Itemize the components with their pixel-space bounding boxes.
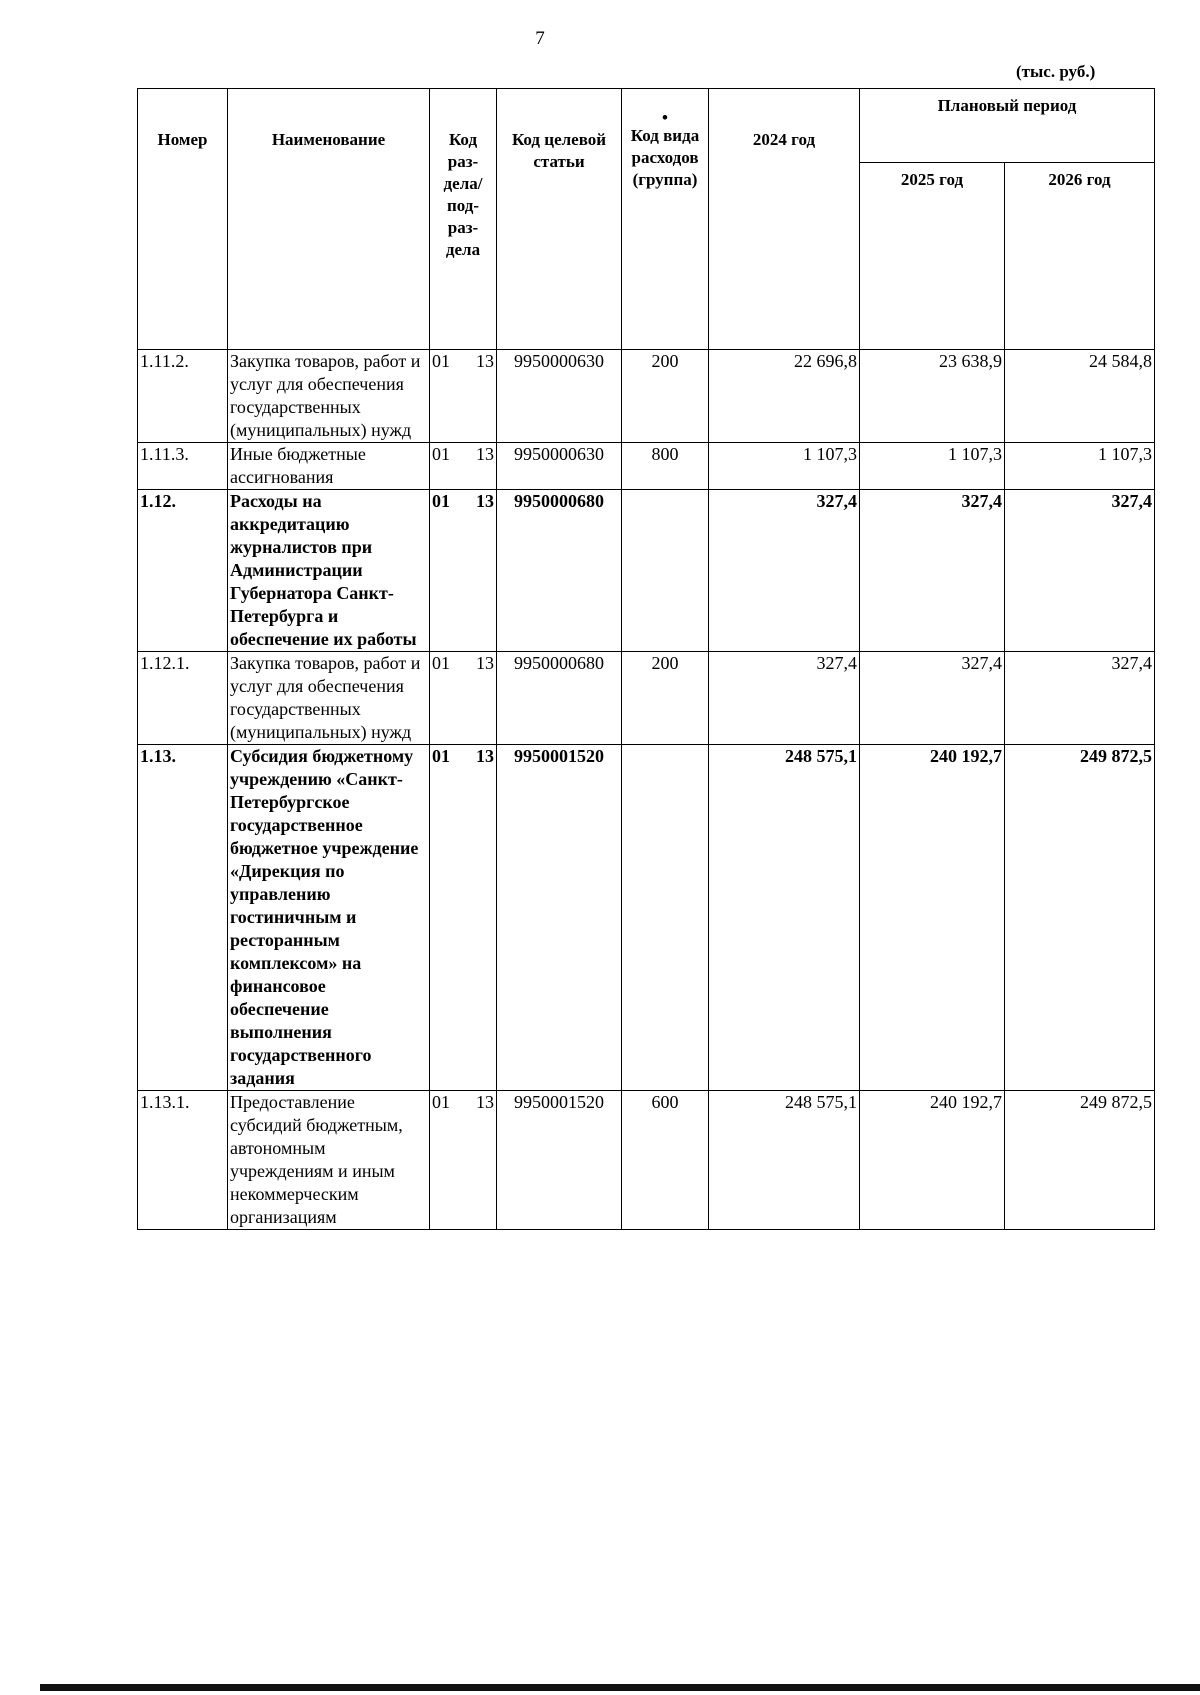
row-amount-2024: 1 107,3 [709,443,860,490]
row-section: 01 [432,444,450,464]
row-number: 1.11.2. [138,350,228,443]
table-row [138,443,1155,490]
row-subsection: 13 [476,1092,494,1112]
row-amount-2026: 327,4 [1005,490,1155,652]
row-target-code: 9950001520 [497,1091,622,1230]
col-header-kind-code [622,89,709,350]
row-section-code [430,350,497,443]
row-subsection: 13 [476,746,494,766]
row-target-code: 9950001520 [497,745,622,1091]
row-section: 01 [432,653,450,673]
row-amount-2024: 248 575,1 [709,1091,860,1230]
row-number: 1.11.3. [138,443,228,490]
table-row [138,350,1155,443]
row-target-code: 9950000680 [497,490,622,652]
row-name: Иные бюджетные ассигнования [228,443,430,490]
budget-table-body [138,350,1155,1230]
col-header-section-code: Код раз- дела/ под- раз- дела [430,89,497,350]
col-header-target-code: Код целевой статьи [497,89,622,350]
scan-edge-bar [40,1684,1200,1691]
row-target-code: 9950000680 [497,652,622,745]
row-section-code [430,652,497,745]
row-section-code [430,490,497,652]
row-amount-2025: 327,4 [860,652,1005,745]
row-amount-2026: 24 584,8 [1005,350,1155,443]
row-subsection: 13 [476,491,494,511]
row-subsection: 13 [476,444,494,464]
kind-mark: • [662,108,668,127]
row-amount-2025: 23 638,9 [860,350,1005,443]
row-amount-2025: 240 192,7 [860,1091,1005,1230]
row-section-code [430,745,497,1091]
row-amount-2025: 327,4 [860,490,1005,652]
row-section: 01 [432,351,450,371]
row-number: 1.13. [138,745,228,1091]
row-section: 01 [432,746,450,766]
table-row [138,1091,1155,1230]
row-amount-2024: 327,4 [709,490,860,652]
row-amount-2024: 248 575,1 [709,745,860,1091]
page-number: 7 [535,28,545,49]
row-amount-2026: 249 872,5 [1005,745,1155,1091]
table-row [138,490,1155,652]
row-name: Закупка товаров, работ и услуг для обеспечения государственных (муниципальных) нужд [228,350,430,443]
row-kind-code: 200 [622,350,709,443]
row-kind-code [622,745,709,1091]
row-section-code [430,443,497,490]
col-header-number: Номер [138,89,228,350]
table-row [138,745,1155,1091]
units-label: (тыс. руб.) [1016,62,1096,81]
row-section-code [430,1091,497,1230]
row-amount-2025: 1 107,3 [860,443,1005,490]
row-kind-code [622,490,709,652]
row-number: 1.12.1. [138,652,228,745]
row-target-code: 9950000630 [497,443,622,490]
row-amount-2026: 249 872,5 [1005,1091,1155,1230]
row-section: 01 [432,1092,450,1112]
row-number: 1.12. [138,490,228,652]
table-row [138,652,1155,745]
row-amount-2026: 327,4 [1005,652,1155,745]
row-amount-2025: 240 192,7 [860,745,1005,1091]
row-number: 1.13.1. [138,1091,228,1230]
row-name: Предоставление субсидий бюджетным, автономным учреждениям и иным некоммерческим организациям [228,1091,430,1230]
budget-table [137,88,1155,1230]
row-amount-2024: 327,4 [709,652,860,745]
row-kind-code: 200 [622,652,709,745]
row-name: Субсидия бюджетному учреждению «Санкт-Петербургское государственное бюджетное учреждение «Дирекция по управлению гостиничным и ресторанным комплексом» на финансовое обеспечение выполнения государственного задания [228,745,430,1091]
row-name: Расходы на аккредитацию журналистов при Администрации Губернатора Санкт-Петербурга и обеспечение их работы [228,490,430,652]
col-header-name: Наименование [228,89,430,350]
row-amount-2026: 1 107,3 [1005,443,1155,490]
col-header-2024: 2024 год [709,89,860,350]
col-header-2025: 2025 год [860,163,1005,350]
row-amount-2024: 22 696,8 [709,350,860,443]
row-name: Закупка товаров, работ и услуг для обеспечения государственных (муниципальных) нужд [228,652,430,745]
row-subsection: 13 [476,351,494,371]
col-header-kind-code-label: Код вида расходов (группа) [630,126,700,189]
row-target-code: 9950000630 [497,350,622,443]
col-header-2026: 2026 год [1005,163,1155,350]
row-subsection: 13 [476,653,494,673]
row-section: 01 [432,491,450,511]
col-header-plan-period: Плановый период [860,89,1155,163]
row-kind-code: 800 [622,443,709,490]
header-row-1 [138,89,1155,163]
row-kind-code: 600 [622,1091,709,1230]
